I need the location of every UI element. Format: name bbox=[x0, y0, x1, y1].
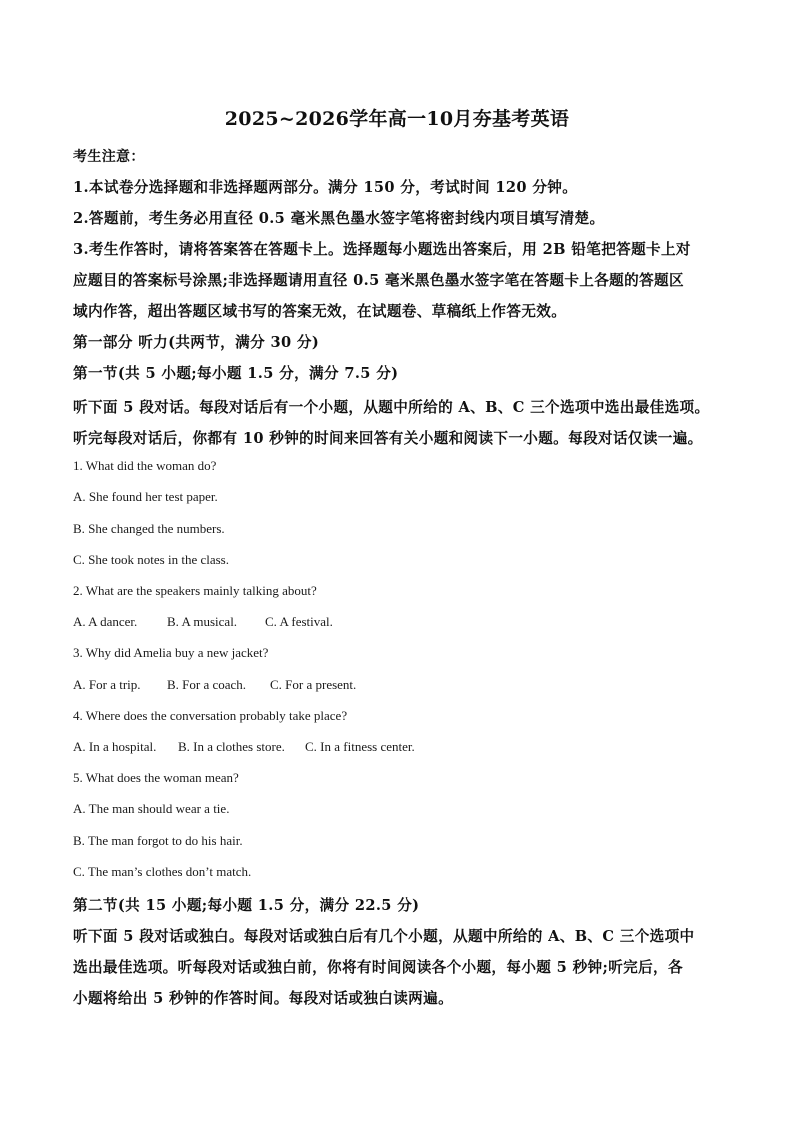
section1-instructions-line-1: 听下面 5 段对话。每段对话后有一个小题，从题中所给的 A、B、C 三个选项中选出最佳选项。 bbox=[73, 399, 710, 416]
question-4: 4. Where does the conversation probably take place? bbox=[73, 708, 348, 723]
question-1: 1. What did the woman do? bbox=[73, 458, 217, 473]
section2-instructions-line-3: 小题将给出 5 秒钟的作答时间。每段对话或独白读两遍。 bbox=[73, 990, 454, 1007]
question-4-options bbox=[73, 739, 415, 755]
question-5-option-a: A. The man should wear a tie. bbox=[73, 801, 230, 816]
question-4-option-a: A. In a hospital. bbox=[73, 739, 157, 754]
notice-item-2: 2.答题前，考生务必用直径 0.5 毫米黑色墨水签字笔将密封线内项目填写清楚。 bbox=[73, 210, 605, 227]
section2-heading: 第二节(共 15 小题;每小题 1.5 分，满分 22.5 分) bbox=[73, 897, 420, 914]
question-4-option-c: C. In a fitness center. bbox=[305, 739, 415, 754]
question-3: 3. Why did Amelia buy a new jacket? bbox=[73, 645, 269, 660]
section2-instructions-line-2: 选出最佳选项。听每段对话或独白前，你将有时间阅读各个小题，每小题 5 秒钟;听完后，各 bbox=[73, 959, 683, 976]
question-2-option-b: B. A musical. bbox=[167, 614, 238, 629]
question-5: 5. What does the woman mean? bbox=[73, 770, 239, 785]
question-1-option-c: C. She took notes in the class. bbox=[73, 552, 229, 567]
notice-item-3-line-2: 应题目的答案标号涂黑;非选择题请用直径 0.5 毫米黑色墨水签字笔在答题卡上各题的答题区 bbox=[73, 272, 684, 289]
question-2-option-a: A. A dancer. bbox=[73, 614, 138, 629]
exam-title: 2025~2026学年高一10月夯基考英语 bbox=[224, 108, 570, 130]
section1-instructions-line-2: 听完每段对话后，你都有 10 秒钟的时间来回答有关小题和阅读下一小题。每段对话仅读一遍。 bbox=[73, 430, 703, 447]
question-3-option-b: B. For a coach. bbox=[167, 677, 247, 692]
question-1-option-b: B. She changed the numbers. bbox=[73, 521, 225, 536]
notice-heading: 考生注意： bbox=[73, 149, 145, 165]
question-2-option-c: C. A festival. bbox=[265, 614, 333, 629]
question-4-option-b: B. In a clothes store. bbox=[178, 739, 285, 754]
notice-item-3-line-1: 3.考生作答时，请将答案答在答题卡上。选择题每小题选出答案后，用 2B 铅笔把答题卡上对 bbox=[73, 241, 691, 258]
part1-heading: 第一部分 听力(共两节，满分 30 分) bbox=[73, 334, 320, 351]
question-1-option-a: A. She found her test paper. bbox=[73, 489, 218, 504]
question-5-option-c: C. The man’s clothes don’t match. bbox=[73, 864, 252, 879]
question-2: 2. What are the speakers mainly talking about? bbox=[73, 583, 317, 598]
question-3-option-c: C. For a present. bbox=[270, 677, 357, 692]
question-3-option-a: A. For a trip. bbox=[73, 677, 141, 692]
section1-heading: 第一节(共 5 小题;每小题 1.5 分，满分 7.5 分) bbox=[73, 365, 399, 382]
notice-item-1: 1.本试卷分选择题和非选择题两部分。满分 150 分，考试时间 120 分钟。 bbox=[73, 179, 578, 196]
question-5-option-b: B. The man forgot to do his hair. bbox=[73, 833, 243, 848]
question-3-options bbox=[73, 677, 356, 693]
question-2-options bbox=[73, 614, 333, 630]
notice-item-3-line-3: 域内作答，超出答题区域书写的答案无效，在试题卷、草稿纸上作答无效。 bbox=[73, 303, 567, 320]
section2-instructions-line-1: 听下面 5 段对话或独白。每段对话或独白后有几个小题，从题中所给的 A、B、C 三个选项中 bbox=[73, 928, 695, 945]
